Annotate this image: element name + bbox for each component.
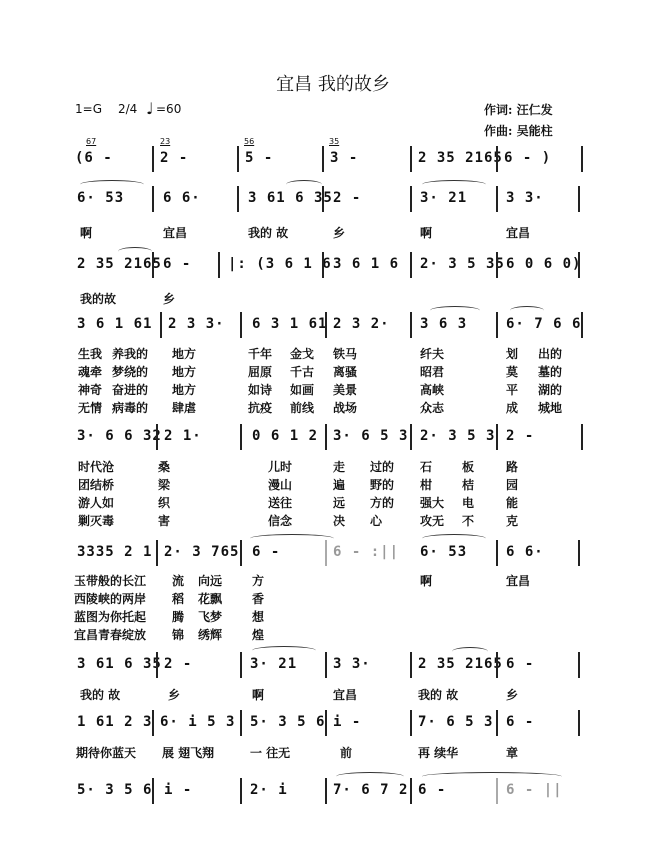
measure: 2 35 2165 [418, 656, 503, 672]
lyric: 向远 [198, 574, 223, 588]
measure: 6 - [163, 256, 192, 272]
measure: 6 - :|| [333, 544, 400, 560]
barline [410, 146, 412, 172]
barline [496, 186, 498, 212]
measure: 1 61 2 3 [77, 714, 153, 730]
barline [410, 252, 412, 278]
measure: 3· 21 [420, 190, 468, 206]
lyric: 方 [252, 574, 265, 588]
lyric: 方的 [370, 496, 395, 510]
lyric: 铁马 [333, 347, 358, 361]
score-system-4 [0, 312, 666, 338]
barline [240, 312, 242, 338]
score-system-3 [0, 252, 666, 278]
lyric: 出的 [538, 347, 563, 361]
lyric: 电 [462, 496, 475, 510]
measure: 6· i 5 3 [160, 714, 236, 730]
lyric: 乡 [168, 688, 181, 702]
slur [336, 772, 404, 781]
measure: 2 - [160, 150, 189, 166]
lyric: 生我 [78, 347, 103, 361]
barline [496, 778, 498, 804]
lyric: 奋进的 [112, 383, 149, 397]
score-system-5 [0, 424, 666, 450]
lyric: 高峡 [420, 383, 445, 397]
lyric: 前 [340, 746, 353, 760]
tempo-marking: =60 [156, 102, 182, 116]
lyric: 乡 [506, 688, 519, 702]
lyric: 我的 故 [80, 688, 121, 702]
lyric: 战场 [333, 401, 358, 415]
measure: 5· 3 5 6 [77, 782, 153, 798]
barline [578, 540, 580, 566]
score-system-7 [0, 652, 666, 678]
grace-note: 56 [244, 137, 255, 146]
measure: 6· 53 [420, 544, 468, 560]
barline [240, 710, 242, 736]
slur [430, 306, 480, 315]
lyric: 儿时 [268, 460, 293, 474]
barline [152, 186, 154, 212]
grace-note: 67 [86, 137, 97, 146]
barline [496, 424, 498, 450]
lyric: 梁 [158, 478, 171, 492]
lyric: 划 [506, 347, 519, 361]
lyric: 绣辉 [198, 628, 223, 642]
grace-note: 35 [329, 137, 340, 146]
slur [80, 180, 144, 189]
lyric: 无情 [78, 401, 103, 415]
measure: 6 6· [163, 190, 201, 206]
barline [581, 146, 583, 172]
barline [152, 252, 154, 278]
lyric: 我的 故 [418, 688, 459, 702]
barline [237, 186, 239, 212]
slur [422, 772, 562, 781]
barline [410, 424, 412, 450]
score-system-1 [0, 137, 666, 172]
lyric: 花飘 [198, 592, 223, 606]
lyric: 锦 [172, 628, 185, 642]
barline [322, 146, 324, 172]
lyric: 成 [506, 401, 519, 415]
lyric: 游人如 [78, 496, 115, 510]
lyric: 养我的 [112, 347, 149, 361]
lyric: 再 续华 [418, 746, 459, 760]
key-signature: 1=G [75, 102, 102, 116]
lyric: 园 [506, 478, 519, 492]
measure: |: (3 6 1 6 [228, 256, 332, 272]
lyric: 煌 [252, 628, 265, 642]
measure: 2 3 2· [333, 316, 390, 332]
measure: (6 - [75, 150, 113, 166]
lyric: 离骚 [333, 365, 358, 379]
lyric: 地方 [172, 347, 197, 361]
lyric: 漫山 [268, 478, 293, 492]
lyric: 桑 [158, 460, 171, 474]
lyric: 展 翅飞翔 [162, 746, 215, 760]
measure: 6 - ) [504, 150, 552, 166]
measure: 2· 3 5 3 [420, 428, 496, 444]
slur [118, 247, 152, 256]
measure: 3 61 6 35 [248, 190, 333, 206]
barline [152, 778, 154, 804]
lyric: 不 [462, 514, 475, 528]
barline [325, 778, 327, 804]
lyric: 昭君 [420, 365, 445, 379]
lyric: 神奇 [78, 383, 103, 397]
slur [422, 180, 486, 189]
barline [325, 312, 327, 338]
measure: 2· 3 765 [164, 544, 240, 560]
lyric: 西陵峡的两岸 [74, 592, 147, 606]
barline [156, 424, 158, 450]
lyric: 过的 [370, 460, 395, 474]
lyric: 前线 [290, 401, 315, 415]
lyric: 莫 [506, 365, 519, 379]
measure: 2 - [333, 190, 362, 206]
lyric: 宜昌 [163, 226, 188, 240]
measure: 3 3· [333, 656, 371, 672]
measure: 3335 2 1 [77, 544, 153, 560]
lyric: 团结桥 [78, 478, 115, 492]
measure: 2 - [506, 428, 535, 444]
measure: 3 - [330, 150, 359, 166]
song-title: 宜昌 我的故乡 [276, 74, 390, 95]
lyric: 啊 [252, 688, 265, 702]
barline [581, 424, 583, 450]
measure: 6 - [506, 714, 535, 730]
measure: 6 - [506, 656, 535, 672]
barline [578, 252, 580, 278]
barline [578, 710, 580, 736]
measure: 3 3· [506, 190, 544, 206]
measure: 3· 6 5 3 [333, 428, 409, 444]
barline [240, 652, 242, 678]
lyric: 平 [506, 383, 519, 397]
lyric: 野的 [370, 478, 395, 492]
lyric: 信念 [268, 514, 293, 528]
lyric: 千古 [290, 365, 315, 379]
barline [496, 710, 498, 736]
lyric: 宜昌青春绽放 [74, 628, 147, 642]
measure: 2 - [164, 656, 193, 672]
lyric: 美景 [333, 383, 358, 397]
composer-credit: 作曲: 吴能柱 [484, 124, 553, 138]
lyric: 肆虐 [172, 401, 197, 415]
lyric: 如诗 [248, 383, 273, 397]
lyric: 石 [420, 460, 433, 474]
score-system-2 [0, 186, 666, 212]
barline [156, 540, 158, 566]
slur [252, 646, 316, 655]
barline [240, 778, 242, 804]
slur [510, 306, 544, 315]
lyric: 飞梦 [198, 610, 223, 624]
barline [578, 652, 580, 678]
measure: 5 - [245, 150, 274, 166]
slur [250, 534, 334, 543]
barline [581, 312, 583, 338]
lyric: 稻 [172, 592, 185, 606]
lyric: 决 [333, 514, 346, 528]
barline [322, 252, 324, 278]
barline [325, 710, 327, 736]
lyric: 魂牵 [78, 365, 103, 379]
lyric: 乡 [333, 226, 346, 240]
barline [496, 146, 498, 172]
barline [496, 652, 498, 678]
measure: 3 61 6 35 [77, 656, 162, 672]
barline [240, 424, 242, 450]
measure: 2· i [250, 782, 288, 798]
slur [286, 180, 322, 189]
barline [160, 312, 162, 338]
score-system-6 [0, 540, 666, 566]
measure: 3· 21 [250, 656, 298, 672]
barline [156, 652, 158, 678]
lyric: 路 [506, 460, 519, 474]
lyric: 强大 [420, 496, 445, 510]
barline [496, 252, 498, 278]
lyric: 千年 [248, 347, 273, 361]
barline [325, 424, 327, 450]
lyric: 织 [158, 496, 171, 510]
lyric: 期待你蓝天 [76, 746, 137, 760]
measure: 3 6 3 [420, 316, 468, 332]
lyric: 屈原 [248, 365, 273, 379]
lyric: 宜昌 [333, 688, 358, 702]
barline [496, 540, 498, 566]
lyric: 我的故 [80, 292, 117, 306]
measure: 2 3 3· [168, 316, 225, 332]
lyric: 城地 [538, 401, 563, 415]
lyric: 宜昌 [506, 226, 531, 240]
slur [422, 534, 486, 543]
measure: 2 35 2165 [418, 150, 503, 166]
lyric: 柑 [420, 478, 433, 492]
measure: 0 6 1 2 [252, 428, 319, 444]
lyric: 时代沧 [78, 460, 115, 474]
time-signature: 2/4 [118, 102, 138, 116]
lyric: 香 [252, 592, 265, 606]
barline [410, 312, 412, 338]
barline [410, 778, 412, 804]
lyric: 一 往无 [250, 746, 291, 760]
lyric: 板 [462, 460, 475, 474]
barline [325, 652, 327, 678]
lyric: 远 [333, 496, 346, 510]
measure: 7· 6 5 3 [418, 714, 494, 730]
measure: 6 - [418, 782, 447, 798]
lyric: 走 [333, 460, 346, 474]
lyric: 众志 [420, 401, 445, 415]
lyric: 我的 故 [248, 226, 289, 240]
lyric: 乡 [163, 292, 176, 306]
lyric: 攻无 [420, 514, 445, 528]
lyric: 害 [158, 514, 171, 528]
measure: 3 6 1 6 [333, 256, 400, 272]
lyric: 章 [506, 746, 519, 760]
measure: 6 - [252, 544, 281, 560]
lyric: 湖的 [538, 383, 563, 397]
lyric: 玉带般的长江 [74, 574, 147, 588]
measure: i - [164, 782, 193, 798]
measure: 3· 6 6 32 [77, 428, 162, 444]
lyric: 腾 [172, 610, 185, 624]
lyric: 病毒的 [112, 401, 149, 415]
measure: 6 - || [506, 782, 563, 798]
lyric: 墓的 [538, 365, 563, 379]
measure: 6 6· [506, 544, 544, 560]
barline [152, 146, 154, 172]
lyric: 啊 [420, 574, 433, 588]
lyric: 流 [172, 574, 185, 588]
barline [322, 186, 324, 212]
lyric: 地方 [172, 365, 197, 379]
measure: i - [333, 714, 362, 730]
lyric: 送往 [268, 496, 293, 510]
lyric: 纤夫 [420, 347, 445, 361]
lyric: 啊 [420, 226, 433, 240]
lyric: 宜昌 [506, 574, 531, 588]
quarter-note-icon: ♩ [146, 99, 154, 118]
barline [237, 146, 239, 172]
barline [218, 252, 220, 278]
lyric: 地方 [172, 383, 197, 397]
lyric: 蓝图为你托起 [74, 610, 147, 624]
lyric: 心 [370, 514, 383, 528]
lyric: 啊 [80, 226, 93, 240]
barline [496, 312, 498, 338]
measure: 6· 53 [77, 190, 125, 206]
grace-note: 23 [160, 137, 171, 146]
measure: 7· 6 7 2 [333, 782, 409, 798]
barline [240, 540, 242, 566]
barline [410, 710, 412, 736]
measure: 6 3 1 61 [252, 316, 328, 332]
score-system-9 [0, 778, 666, 804]
lyric: 剿灭毒 [78, 514, 115, 528]
lyric: 想 [252, 610, 265, 624]
lyric: 能 [506, 496, 519, 510]
lyric: 桔 [462, 478, 475, 492]
lyric: 抗疫 [248, 401, 273, 415]
measure: 6 0 6 0) [506, 256, 582, 272]
lyric: 梦绕的 [112, 365, 149, 379]
measure: 6· 7 6 6 [506, 316, 582, 332]
barline [152, 710, 154, 736]
measure: 3 6 1 61 [77, 316, 153, 332]
lyric: 金戈 [290, 347, 315, 361]
measure: 2· 3 5 35 [420, 256, 505, 272]
barline [578, 186, 580, 212]
lyric: 遍 [333, 478, 346, 492]
lyric: 克 [506, 514, 519, 528]
barline [410, 652, 412, 678]
score-system-8 [0, 710, 666, 736]
measure: 5· 3 5 6 [250, 714, 326, 730]
measure: 2 1· [164, 428, 202, 444]
measure: 2 35 2165 [77, 256, 162, 272]
slur [452, 647, 488, 656]
lyricist-credit: 作词: 汪仁发 [484, 103, 553, 117]
lyric: 如画 [290, 383, 315, 397]
barline [325, 540, 327, 566]
barline [410, 186, 412, 212]
